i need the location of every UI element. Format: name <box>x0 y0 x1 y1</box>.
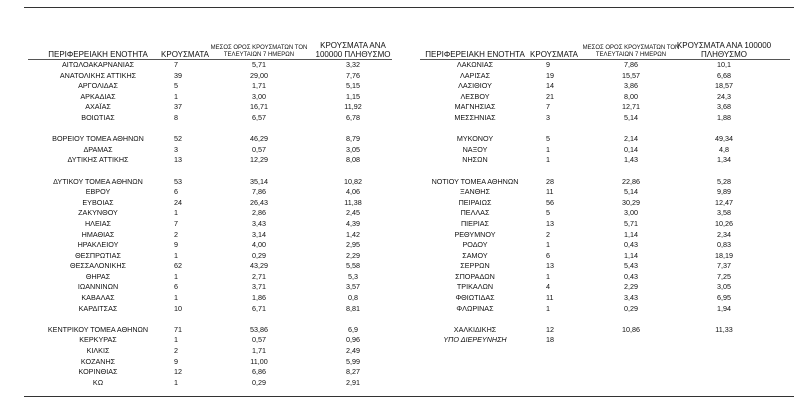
cell-cases: 3 <box>174 144 178 154</box>
cell-per: 24,3 <box>717 91 731 101</box>
cell-avg: 1,14 <box>624 229 638 239</box>
table-row <box>24 134 398 145</box>
table-row <box>24 219 398 230</box>
cell-region: ΡΟΔΟΥ <box>462 240 488 250</box>
cell-per: 4,39 <box>346 218 360 228</box>
table-row <box>416 251 796 262</box>
cell-per: 10,26 <box>715 218 733 228</box>
cell-avg: 0,14 <box>624 144 638 154</box>
cell-cases: 53 <box>174 176 182 186</box>
cell-avg: 53,86 <box>250 324 268 334</box>
table-row <box>24 145 398 156</box>
cell-per: 11,33 <box>715 324 733 334</box>
left-table-header <box>24 35 398 59</box>
cell-per: 1,94 <box>717 303 731 313</box>
right-table-body <box>416 60 796 346</box>
cell-region: ΑΧΑΪΑΣ <box>85 102 111 112</box>
cell-cases: 11 <box>546 187 554 197</box>
table-row <box>24 282 398 293</box>
cell-cases: 9 <box>174 356 178 366</box>
cell-avg: 6,57 <box>252 112 266 122</box>
cell-avg: 0,57 <box>252 144 266 154</box>
cell-cases: 1 <box>546 144 550 154</box>
cell-region: ΝΑΞΟΥ <box>462 144 488 154</box>
cell-avg: 29,00 <box>250 70 268 80</box>
cell-cases: 39 <box>174 70 182 80</box>
cell-region: ΦΛΩΡΙΝΑΣ <box>456 303 494 313</box>
table-row <box>416 293 796 304</box>
cell-cases: 2 <box>174 346 178 356</box>
cell-per: 3,57 <box>346 282 360 292</box>
cell-per: 5,3 <box>348 271 358 281</box>
cell-region: ΜΑΓΝΗΣΙΑΣ <box>454 102 496 112</box>
cell-per: 5,99 <box>346 356 360 366</box>
cell-per: 7,37 <box>717 261 731 271</box>
table-row <box>24 198 398 209</box>
table-row <box>24 378 398 389</box>
cell-avg: 26,43 <box>250 197 268 207</box>
cell-avg: 7,86 <box>252 187 266 197</box>
left-table <box>24 35 398 388</box>
cell-per: 0,8 <box>348 293 358 303</box>
cell-per: 0,96 <box>346 335 360 345</box>
cell-cases: 1 <box>174 293 178 303</box>
cell-avg: 5,71 <box>624 218 638 228</box>
cell-region: ΣΕΡΡΩΝ <box>460 261 490 271</box>
cell-per: 5,15 <box>346 81 360 91</box>
cell-cases: 1 <box>546 271 550 281</box>
cell-region: ΔΥΤΙΚΗΣ ΑΤΤΙΚΗΣ <box>67 155 129 165</box>
cell-avg: 8,00 <box>624 91 638 101</box>
cell-avg: 0,29 <box>252 250 266 260</box>
cell-cases: 37 <box>174 102 182 112</box>
cell-region: ΛΕΣΒΟΥ <box>460 91 490 101</box>
cell-region: ΚΑΒΑΛΑΣ <box>81 293 115 303</box>
row-spacer <box>416 166 796 177</box>
cell-per: 2,91 <box>346 377 360 387</box>
cell-region: ΔΡΑΜΑΣ <box>83 144 113 154</box>
cell-per: 8,08 <box>346 155 360 165</box>
cell-region: ΘΕΣΣΑΛΟΝΙΚΗΣ <box>70 261 126 271</box>
cell-region: ΣΑΜΟΥ <box>462 250 488 260</box>
cell-cases: 2 <box>174 229 178 239</box>
cell-avg: 2,86 <box>252 208 266 218</box>
header-avg: ΜΕΣΟΣ ΟΡΟΣ ΚΡΟΥΣΜΑΤΩΝ ΤΟΝ ΤΕΛΕΥΤΑΙΩΝ 7 ΗΜΕΡΩΝ <box>210 45 308 58</box>
cell-region: ΚΙΛΚΙΣ <box>86 346 110 356</box>
cell-per: 6,78 <box>346 112 360 122</box>
cell-per: 8,81 <box>346 303 360 313</box>
table-row <box>24 240 398 251</box>
cell-per: 3,68 <box>717 102 731 112</box>
table-row <box>416 102 796 113</box>
bottom-rule <box>24 396 794 397</box>
cell-avg: 0,43 <box>624 240 638 250</box>
cell-per: 18,19 <box>715 250 733 260</box>
cell-cases: 13 <box>546 218 554 228</box>
cell-region: ΑΡΓΟΛΙΔΑΣ <box>78 81 118 91</box>
cell-per: 4,06 <box>346 187 360 197</box>
table-row <box>416 92 796 103</box>
cell-avg: 12,29 <box>250 155 268 165</box>
cell-cases: 7 <box>174 218 178 228</box>
cell-cases: 56 <box>546 197 554 207</box>
cell-region: ΚΑΡΔΙΤΣΑΣ <box>78 303 118 313</box>
cell-per: 1,15 <box>346 91 360 101</box>
cell-region: ΚΩ <box>92 377 104 387</box>
table-row <box>24 81 398 92</box>
cell-per: 8,79 <box>346 134 360 144</box>
table-row <box>24 155 398 166</box>
cell-per: 3,58 <box>717 208 731 218</box>
cell-region: ΛΑΚΩΝΙΑΣ <box>456 60 494 69</box>
table-row <box>24 367 398 378</box>
cell-region: ΦΘΙΩΤΙΔΑΣ <box>455 293 495 303</box>
table-row <box>24 357 398 368</box>
table-row <box>24 293 398 304</box>
table-row <box>24 325 398 336</box>
cell-region: ΧΑΛΚΙΔΙΚΗΣ <box>453 324 497 334</box>
cell-avg: 2,29 <box>624 282 638 292</box>
cell-avg: 22,86 <box>622 176 640 186</box>
cell-per: 7,76 <box>346 70 360 80</box>
cell-cases: 1 <box>174 377 178 387</box>
cell-avg: 5,43 <box>624 261 638 271</box>
cell-cases: 13 <box>174 155 182 165</box>
cell-avg: 0,43 <box>624 271 638 281</box>
cell-cases: 5 <box>174 81 178 91</box>
cell-cases: 10 <box>174 303 182 313</box>
cell-avg: 3,71 <box>252 282 266 292</box>
table-row <box>416 335 796 346</box>
cell-cases: 1 <box>546 155 550 165</box>
cell-avg: 1,71 <box>252 346 266 356</box>
cell-cases: 1 <box>174 250 178 260</box>
table-row <box>24 304 398 315</box>
cell-region: ΗΜΑΘΙΑΣ <box>81 229 115 239</box>
cell-avg: 16,71 <box>250 102 268 112</box>
cell-avg: 0,29 <box>252 377 266 387</box>
cell-avg: 1,14 <box>624 250 638 260</box>
cell-region: ΑΝΑΤΟΛΙΚΗΣ ΑΤΤΙΚΗΣ <box>59 70 137 80</box>
cell-cases: 7 <box>174 60 178 69</box>
cell-cases: 4 <box>546 282 550 292</box>
cell-region: ΕΥΒΟΙΑΣ <box>82 197 114 207</box>
cell-per: 11,38 <box>344 197 362 207</box>
cell-region: ΠΕΙΡΑΙΩΣ <box>458 197 492 207</box>
cell-avg: 5,14 <box>624 112 638 122</box>
right-table-header <box>416 35 796 59</box>
cell-per: 3,05 <box>346 144 360 154</box>
table-row <box>416 230 796 241</box>
table-row <box>416 282 796 293</box>
cell-cases: 19 <box>546 70 554 80</box>
cell-cases: 1 <box>546 303 550 313</box>
cell-region: ΚΟΖΑΝΗΣ <box>80 356 116 366</box>
cell-per: 1,88 <box>717 112 731 122</box>
table-row <box>24 71 398 82</box>
cell-cases: 1 <box>174 271 178 281</box>
cell-cases: 52 <box>174 134 182 144</box>
row-spacer <box>416 124 796 135</box>
cell-cases: 2 <box>546 229 550 239</box>
cell-region: ΡΕΘΥΜΝΟΥ <box>454 229 496 239</box>
cell-avg: 3,14 <box>252 229 266 239</box>
cell-per: 12,47 <box>715 197 733 207</box>
cell-cases: 71 <box>174 324 182 334</box>
cell-cases: 9 <box>546 60 550 69</box>
cell-per: 6,95 <box>717 293 731 303</box>
table-row <box>416 304 796 315</box>
cell-cases: 1 <box>546 240 550 250</box>
cell-cases: 3 <box>546 112 550 122</box>
cell-cases: 8 <box>174 112 178 122</box>
cell-per: 0,83 <box>717 240 731 250</box>
header-avg: ΜΕΣΟΣ ΟΡΟΣ ΚΡΟΥΣΜΑΤΩΝ ΤΟΝ ΤΕΛΕΥΤΑΙΩΝ 7 ΗΜΕΡΩΝ <box>582 45 680 58</box>
cell-per: 1,42 <box>346 229 360 239</box>
table-row <box>416 81 796 92</box>
table-row <box>416 145 796 156</box>
cell-cases: 28 <box>546 176 554 186</box>
table-row <box>24 230 398 241</box>
cell-region: ΗΡΑΚΛΕΙΟΥ <box>77 240 119 250</box>
cell-per: 10,1 <box>717 60 731 69</box>
cell-region: ΔΥΤΙΚΟΥ ΤΟΜΕΑ ΑΘΗΝΩΝ <box>53 176 143 186</box>
cell-region: ΑΙΤΩΛΟΑΚΑΡΝΑΝΙΑΣ <box>61 60 135 69</box>
cell-avg: 4,00 <box>252 240 266 250</box>
table-row <box>24 272 398 283</box>
cell-avg: 3,00 <box>252 91 266 101</box>
header-per100k: ΚΡΟΥΣΜΑΤΑ ΑΝΑ 100000 ΠΛΗΘΥΣΜΟ <box>315 41 391 59</box>
cell-cases: 14 <box>546 81 554 91</box>
cell-avg: 2,71 <box>252 271 266 281</box>
cell-region: ΚΕΝΤΡΙΚΟΥ ΤΟΜΕΑ ΑΘΗΝΩΝ <box>47 324 149 334</box>
cell-region: ΒΟΡΕΙΟΥ ΤΟΜΕΑ ΑΘΗΝΩΝ <box>52 134 144 144</box>
table-row <box>24 187 398 198</box>
cell-region: ΥΠΟ ΔΙΕΡΕΥΝΗΣΗ <box>443 335 507 345</box>
cell-region: ΛΑΡΙΣΑΣ <box>459 70 491 80</box>
table-row <box>416 177 796 188</box>
table-row <box>416 198 796 209</box>
cell-avg: 11,00 <box>250 356 268 366</box>
table-row <box>416 261 796 272</box>
cell-per: 2,95 <box>346 240 360 250</box>
table-row <box>24 261 398 272</box>
cell-cases: 62 <box>174 261 182 271</box>
cell-cases: 13 <box>546 261 554 271</box>
cell-region: ΖΑΚΥΝΘΟΥ <box>78 208 118 218</box>
row-spacer <box>416 314 796 325</box>
cell-per: 1,34 <box>717 155 731 165</box>
cell-cases: 6 <box>174 187 178 197</box>
header-region: ΠΕΡΙΦΕΡΕΙΑΚΗ ΕΝΟΤΗΤΑ <box>48 49 148 59</box>
cell-per: 9,89 <box>717 187 731 197</box>
cell-avg: 5,71 <box>252 60 266 69</box>
cell-region: ΜΕΣΣΗΝΙΑΣ <box>454 112 496 122</box>
cell-cases: 11 <box>546 293 554 303</box>
cell-avg: 1,43 <box>624 155 638 165</box>
table-row <box>416 71 796 82</box>
cell-cases: 21 <box>546 91 554 101</box>
table-row <box>24 346 398 357</box>
cell-avg: 0,29 <box>624 303 638 313</box>
cell-cases: 7 <box>546 102 550 112</box>
cell-per: 49,34 <box>715 134 733 144</box>
cell-avg: 7,86 <box>624 60 638 69</box>
cell-per: 11,92 <box>344 102 362 112</box>
row-spacer <box>24 166 398 177</box>
cell-region: ΚΕΡΚΥΡΑΣ <box>79 335 117 345</box>
cell-avg: 43,29 <box>250 261 268 271</box>
table-row <box>24 92 398 103</box>
table-row <box>416 134 796 145</box>
row-spacer <box>24 314 398 325</box>
table-row <box>416 60 796 71</box>
cell-per: 6,9 <box>348 324 358 334</box>
cell-per: 18,57 <box>715 81 733 91</box>
cell-per: 3,05 <box>717 282 731 292</box>
cell-region: ΠΙΕΡΙΑΣ <box>460 218 489 228</box>
cell-per: 2,45 <box>346 208 360 218</box>
cell-region: ΣΠΟΡΑΔΩΝ <box>455 271 495 281</box>
table-row <box>416 208 796 219</box>
table-row <box>416 240 796 251</box>
cell-avg: 6,71 <box>252 303 266 313</box>
cell-per: 8,27 <box>346 367 360 377</box>
table-row <box>416 325 796 336</box>
table-row <box>24 113 398 124</box>
cell-avg: 6,86 <box>252 367 266 377</box>
cell-region: ΕΒΡΟΥ <box>85 187 111 197</box>
cell-region: ΚΟΡΙΝΘΙΑΣ <box>78 367 118 377</box>
table-row <box>24 177 398 188</box>
cell-cases: 18 <box>546 335 554 345</box>
cell-avg: 1,86 <box>252 293 266 303</box>
right-table <box>416 35 796 346</box>
cell-cases: 12 <box>546 324 554 334</box>
table-row <box>416 219 796 230</box>
cell-region: ΠΕΛΛΑΣ <box>460 208 490 218</box>
cell-region: ΗΛΕΙΑΣ <box>84 218 112 228</box>
cell-avg: 46,29 <box>250 134 268 144</box>
cell-per: 2,29 <box>346 250 360 260</box>
left-table-body <box>24 60 398 388</box>
cell-cases: 1 <box>174 335 178 345</box>
cell-per: 3,32 <box>346 60 360 69</box>
cell-avg: 15,57 <box>622 70 640 80</box>
cell-cases: 5 <box>546 208 550 218</box>
table-row <box>416 187 796 198</box>
header-cases: ΚΡΟΥΣΜΑΤΑ <box>161 49 209 59</box>
cell-cases: 12 <box>174 367 182 377</box>
cell-cases: 1 <box>174 208 178 218</box>
cell-cases: 5 <box>546 134 550 144</box>
cell-region: ΞΑΝΘΗΣ <box>460 187 490 197</box>
cell-avg: 10,86 <box>622 324 640 334</box>
table-row <box>24 60 398 71</box>
header-per100k: ΚΡΟΥΣΜΑΤΑ ΑΝΑ 100000 ΠΛΗΘΥΣΜΟ <box>676 41 772 59</box>
cell-per: 5,58 <box>346 261 360 271</box>
cell-cases: 24 <box>174 197 182 207</box>
cell-per: 10,82 <box>344 176 362 186</box>
cell-region: ΘΕΣΠΡΩΤΙΑΣ <box>75 250 121 260</box>
table-row <box>416 113 796 124</box>
table-row <box>416 155 796 166</box>
cell-avg: 0,57 <box>252 335 266 345</box>
cell-avg: 2,14 <box>624 134 638 144</box>
cell-avg: 12,71 <box>622 102 640 112</box>
cell-region: ΝΟΤΙΟΥ ΤΟΜΕΑ ΑΘΗΝΩΝ <box>431 176 519 186</box>
header-cases: ΚΡΟΥΣΜΑΤΑ <box>530 49 578 59</box>
cell-per: 2,49 <box>346 346 360 356</box>
cell-avg: 1,71 <box>252 81 266 91</box>
cell-avg: 5,14 <box>624 187 638 197</box>
cell-avg: 3,00 <box>624 208 638 218</box>
cell-cases: 6 <box>174 282 178 292</box>
header-region: ΠΕΡΙΦΕΡΕΙΑΚΗ ΕΝΟΤΗΤΑ <box>425 49 525 59</box>
cell-region: ΙΩΑΝΝΙΝΩΝ <box>77 282 119 292</box>
cell-per: 5,28 <box>717 176 731 186</box>
cell-region: ΛΑΣΙΘΙΟΥ <box>458 81 492 91</box>
cell-per: 4,8 <box>719 144 729 154</box>
cell-region: ΤΡΙΚΑΛΩΝ <box>456 282 494 292</box>
table-row <box>24 335 398 346</box>
table-row <box>24 251 398 262</box>
cell-avg: 3,86 <box>624 81 638 91</box>
cell-per: 7,25 <box>717 271 731 281</box>
table-row <box>24 102 398 113</box>
cell-avg: 35,14 <box>250 176 268 186</box>
cell-region: ΒΟΙΩΤΙΑΣ <box>81 112 115 122</box>
cell-avg: 30,29 <box>622 197 640 207</box>
cell-cases: 1 <box>174 91 178 101</box>
cell-region: ΑΡΚΑΔΙΑΣ <box>80 91 116 101</box>
cell-cases: 9 <box>174 240 178 250</box>
cell-avg: 3,43 <box>624 293 638 303</box>
table-row <box>24 208 398 219</box>
cell-cases: 6 <box>546 250 550 260</box>
cell-region: ΘΗΡΑΣ <box>85 271 111 281</box>
top-rule <box>24 7 794 8</box>
cell-per: 6,68 <box>717 70 731 80</box>
cell-region: ΜΥΚΟΝΟΥ <box>456 134 494 144</box>
cell-per: 2,34 <box>717 229 731 239</box>
row-spacer <box>24 124 398 135</box>
cell-avg: 3,43 <box>252 218 266 228</box>
cell-region: ΝΗΣΩΝ <box>462 155 488 165</box>
table-row <box>416 272 796 283</box>
